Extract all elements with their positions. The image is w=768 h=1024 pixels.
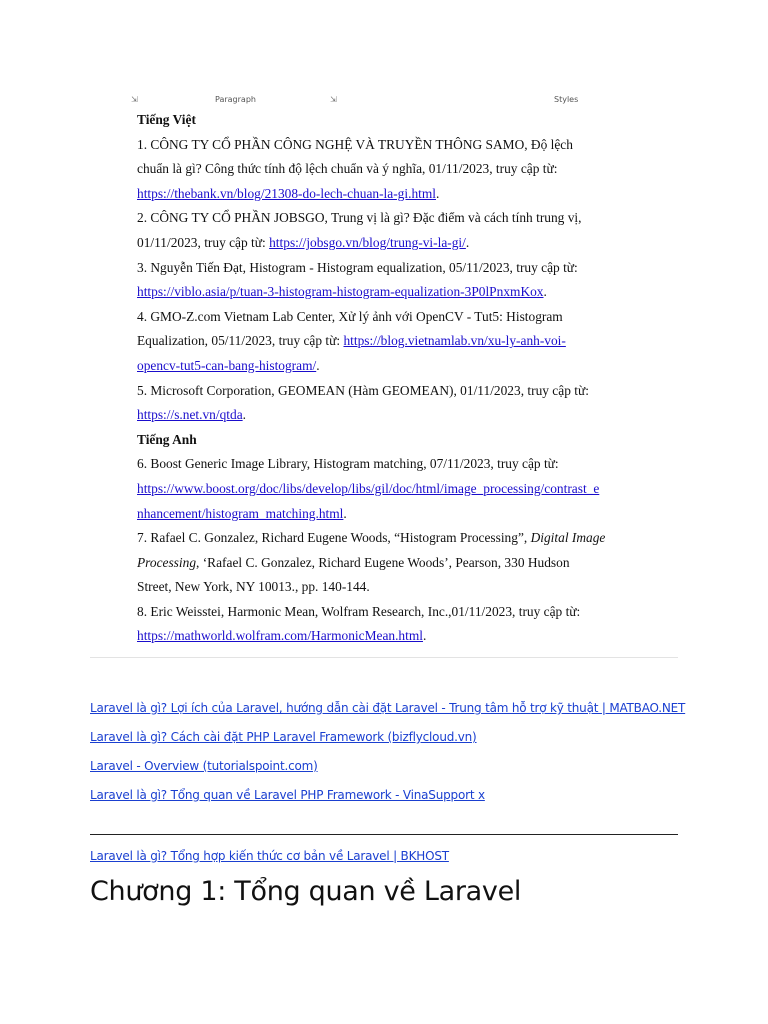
reference-link[interactable]: opencv-tut5-can-bang-histogram/ bbox=[137, 357, 317, 373]
section-heading-vietnamese: Tiếng Việt bbox=[137, 112, 196, 127]
dialog-launcher-icon[interactable]: ⇲ bbox=[131, 95, 138, 104]
reference-2: 2. CÔNG TY CỔ PHẦN JOBSGO, Trung vị là gì? Đặc điểm và cách tính trung vị, bbox=[137, 210, 582, 226]
reference-link[interactable]: https://s.net.vn/qtda bbox=[137, 407, 243, 423]
reference-6: 6. Boost Generic Image Library, Histogram matching, 07/11/2023, truy cập từ: bbox=[137, 456, 559, 472]
ribbon-strip bbox=[0, 95, 768, 107]
section-heading-english: Tiếng Anh bbox=[137, 431, 197, 447]
reference-8: 8. Eric Weisstei, Harmonic Mean, Wolfram Research, Inc.,01/11/2023, truy cập từ: bbox=[137, 603, 581, 619]
link-matbao[interactable]: Laravel là gì? Lợi ích của Laravel, hướng dẫn cài đặt Laravel - Trung tâm hỗ trợ kỹ thuật | MATBAO.NET bbox=[90, 701, 686, 715]
dialog-launcher-icon[interactable]: ⇲ bbox=[330, 95, 337, 104]
ribbon-group-styles: Styles bbox=[554, 95, 579, 104]
reference-4: 4. GMO-Z.com Vietnam Lab Center, Xử lý ảnh với OpenCV - Tut5: Histogram bbox=[137, 308, 563, 324]
reference-link[interactable]: nhancement/histogram_matching.html bbox=[137, 505, 344, 521]
reference-3: 3. Nguyễn Tiến Đạt, Histogram - Histogram equalization, 05/11/2023, truy cập từ: bbox=[137, 259, 578, 275]
link-bizflycloud[interactable]: Laravel là gì? Cách cài đặt PHP Laravel Framework (bizflycloud.vn) bbox=[90, 730, 477, 744]
reference-link[interactable]: https://viblo.asia/p/tuan-3-histogram-histogram-equalization-3P0lPnxmKox bbox=[137, 284, 544, 300]
image-bottom-edge bbox=[90, 657, 678, 658]
horizontal-rule bbox=[90, 834, 678, 835]
reference-link[interactable]: https://blog.vietnamlab.vn/xu-ly-anh-voi- bbox=[343, 333, 566, 349]
reference-link[interactable]: https://www.boost.org/doc/libs/develop/libs/gil/doc/html/image_processing/contrast_e bbox=[137, 480, 600, 496]
chapter-heading: Chương 1: Tổng quan về Laravel bbox=[90, 876, 522, 907]
reference-link[interactable]: https://jobsgo.vn/blog/trung-vi-la-gi/ bbox=[269, 234, 466, 250]
link-vinasupport[interactable]: Laravel là gì? Tổng quan về Laravel PHP Framework - VinaSupport x bbox=[90, 788, 485, 802]
reference-link[interactable]: https://thebank.vn/blog/21308-do-lech-chuan-la-gi.html bbox=[137, 185, 436, 201]
reference-link[interactable]: https://mathworld.wolfram.com/HarmonicMean.html bbox=[137, 628, 423, 644]
link-bkhost[interactable]: Laravel là gì? Tổng hợp kiến thức cơ bản về Laravel | BKHOST bbox=[90, 849, 449, 863]
ribbon-group-paragraph: Paragraph bbox=[215, 95, 256, 104]
reference-1: 1. CÔNG TY CỔ PHẦN CÔNG NGHỆ VÀ TRUYỀN THÔNG SAMO, Độ lệch bbox=[137, 136, 573, 152]
link-tutorialspoint[interactable]: Laravel - Overview (tutorialspoint.com) bbox=[90, 759, 318, 773]
reference-5: 5. Microsoft Corporation, GEOMEAN (Hàm GEOMEAN), 01/11/2023, truy cập từ: bbox=[137, 382, 589, 398]
reference-7: 7. Rafael C. Gonzalez, Richard Eugene Woods, “Histogram Processing”, Digital Image bbox=[137, 530, 606, 546]
reference-list: Tiếng Việt 1. CÔNG TY CỔ PHẦN CÔNG NGHỆ VÀ TRUYỀN THÔNG SAMO, Độ lệch chuẩn là gì? Công thức tính độ lệch chuẩn và ý nghĩa, 01/11/2023, truy cập từ: https://thebank.vn/blog/21308-do-lech-chuan-la-gi.html. 2. CÔNG TY CỔ PHẦN JOBSGO, Trung vị là gì? Đặc điểm và cách tính trung vị, 01/11/2023, truy cập từ: https://jobsgo.vn/blog/trung-vi-la-gi/. 3. Nguyễn Tiến Đạt, Histogram - Histogram equalization, 05/11/2023, truy cập từ: https://viblo.asia/p/tuan-3-histogram-histogram-equalization-3P0lPnxmKox. 4. GMO-Z.com Vietnam Lab Center, Xử lý ảnh với OpenCV - Tut5: Histogram Equalization, 05/11/2023, truy cập từ: https://blog.vietnamlab.vn/xu-ly-anh-voi- opencv-tut5-can-bang-histogram/. 5. Microsoft Corporation, GEOMEAN (Hàm GEOMEAN), 01/11/2023, truy cập từ: https://s.net.vn/qtda. Tiếng Anh 6. Boost Generic Image Library, Histogram matching, 07/11/2023, truy cập từ: https://www.boost.org/doc/libs/develop/libs/gil/doc/html/image_processing/contrast_e nhancement/histogram_matching.html. 7. Rafael C. Gonzalez, Richard Eugene Woods, “Histogram Processing”, Digital Image Processing, ‘Rafael C. Gonzalez, Richard Eugene Woods’, Pearson, 330 Hudson Street, New York, NY 10013., pp. 140-144. 8. Eric Weisstei, Harmonic Mean, Wolfram Research, Inc.,01/11/2023, truy cập từ: https://mathworld.wolfram.com/HarmonicMean.html. bbox=[137, 108, 637, 649]
